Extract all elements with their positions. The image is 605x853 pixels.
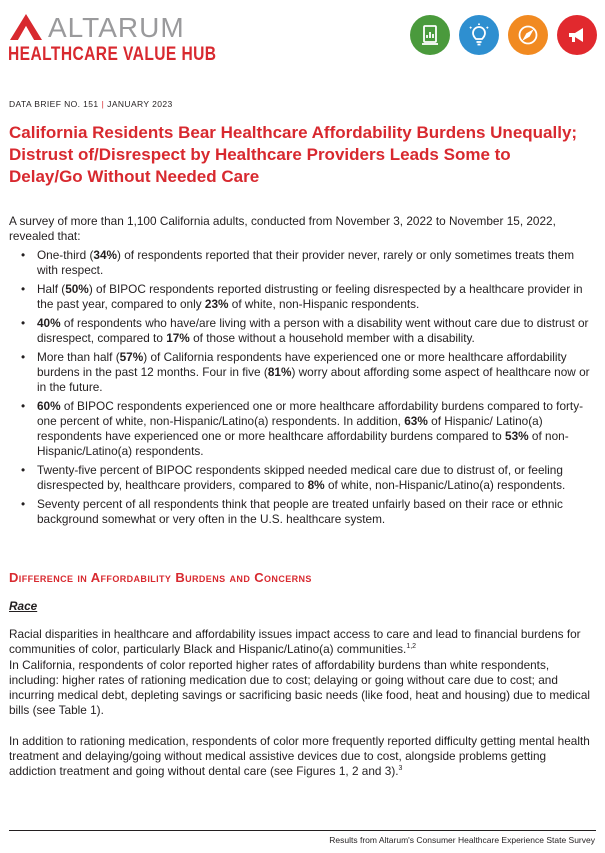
race-paragraph-1 (9, 627, 595, 657)
finding-text: of respondents who have/are living with a person with a disability went without care due to distrust or disrespect, compared to (37, 316, 589, 345)
finding-text: Twenty-five percent of BIPOC respondents skipped needed medical care due to distrust of, or feeling disrespected by, healthcare providers, compared to (37, 463, 563, 492)
footer-text: Results from Altarum's Consumer Healthcare Experience State Survey (329, 835, 595, 845)
section-subheading: Race (9, 599, 38, 613)
altarum-logo (8, 10, 217, 66)
footnote-ref: 3 (398, 765, 403, 773)
finding-item (9, 463, 595, 493)
altarum-mountain-icon (8, 10, 44, 42)
race-paragraph-2: In California, respondents of color reported higher rates of affordability burdens than white respondents, including: higher rates of rationing medication due to cost; delaying or going without care due to cost; and incurring medical debt, depleting savings or sacrificing basic needs (like food, heat and housing) due to medical bills (see Table 1). (9, 658, 591, 717)
footer-divider (9, 830, 596, 831)
finding-text: Seventy percent of all respondents think that people are treated unfairly based on their race or ethnic background somewhat or very often in the U.S. healthcare system. (37, 497, 563, 526)
race-paragraph-3 (9, 734, 595, 779)
finding-text: of white, non-Hispanic respondents. (228, 297, 420, 311)
finding-stat: 57% (119, 350, 144, 364)
finding-text: of Hispanic/ Latino(a) respondents have experienced one or more healthcare affordability burdens compared to (37, 414, 543, 443)
finding-text: of non-Hispanic/Latino(a) respondents. (37, 429, 569, 458)
finding-item (9, 248, 595, 278)
finding-stat: 34% (93, 248, 118, 262)
finding-stat: 40% (37, 316, 61, 330)
finding-stat: 23% (204, 297, 229, 311)
section-heading: Difference in Affordability Burdens and Concerns (9, 570, 312, 585)
finding-stat: 60% (37, 399, 61, 413)
key-findings-list (9, 248, 595, 531)
finding-text: ) worry about affording some aspect of healthcare now or in the future. (37, 365, 590, 394)
finding-stat: 53% (505, 429, 529, 443)
finding-text: ) of respondents reported that their provider never, rarely or only sometimes treats them with respect. (37, 248, 575, 277)
finding-item (9, 282, 595, 312)
brief-separator: | (101, 99, 105, 109)
finding-stat: 50% (65, 282, 89, 296)
finding-stat: 81% (267, 365, 292, 379)
finding-text: of those without a household member with a disability. (189, 331, 475, 345)
finding-text: ) of California respondents have experienced one or more healthcare affordability burdens in the past 12 months. Four in five ( (37, 350, 567, 379)
finding-item (9, 316, 595, 346)
finding-item (9, 350, 595, 395)
finding-item (9, 497, 595, 527)
header-icons (410, 15, 597, 55)
lightbulb-icon[interactable] (459, 15, 499, 55)
brief-number: DATA BRIEF NO. 151 (9, 99, 99, 109)
logo-wordmark: ALTARUM (48, 12, 185, 43)
intro-paragraph: A survey of more than 1,100 California adults, conducted from November 3, 2022 to November 15, 2022, revealed that: (9, 214, 556, 243)
finding-item (9, 399, 595, 459)
finding-text: of BIPOC respondents experienced one or more healthcare affordability burdens compared to forty-one percent of white, non-Hispanic/Latino(a) respondents. In addition, (37, 399, 584, 428)
finding-text: One-third ( (37, 248, 94, 262)
finding-text: More than half ( (37, 350, 120, 364)
footnote-ref: 1,2 (406, 643, 417, 651)
finding-stat: 17% (166, 331, 190, 345)
race-paragraph-3-text: In addition to rationing medication, respondents of color more frequently reported difficulty getting mental health treatment and delaying/going without medical assistive devices due to cost, alongside problems getting addiction treatment and going without dental care (see Figures 1, 2 and 3). (9, 734, 590, 778)
megaphone-icon[interactable] (557, 15, 597, 55)
finding-stat: 63% (404, 414, 428, 428)
finding-text: of white, non-Hispanic/Latino(a) respondents. (324, 478, 566, 492)
finding-stat: 8% (307, 478, 325, 492)
finding-text: Half ( (37, 282, 66, 296)
research-icon[interactable] (410, 15, 450, 55)
brief-date: JANUARY 2023 (107, 99, 173, 109)
logo-subtitle: HEALTHCARE VALUE HUB (8, 44, 217, 65)
brief-label (9, 99, 173, 109)
page-title: California Residents Bear Healthcare Affordability Burdens Unequally; Distrust of/Disrespect by Healthcare Providers Leads Some to Delay/Go Without Needed Care (9, 123, 578, 186)
race-paragraph-1-text: Racial disparities in healthcare and affordability issues impact access to care and lead to financial burdens for communities of color, particularly Black and Hispanic/Latino(a) communities. (9, 627, 581, 656)
finding-text: ) of BIPOC respondents reported distrusting or feeling disrespected by a healthcare provider in the past year, compared to only (37, 282, 583, 311)
compass-icon[interactable] (508, 15, 548, 55)
